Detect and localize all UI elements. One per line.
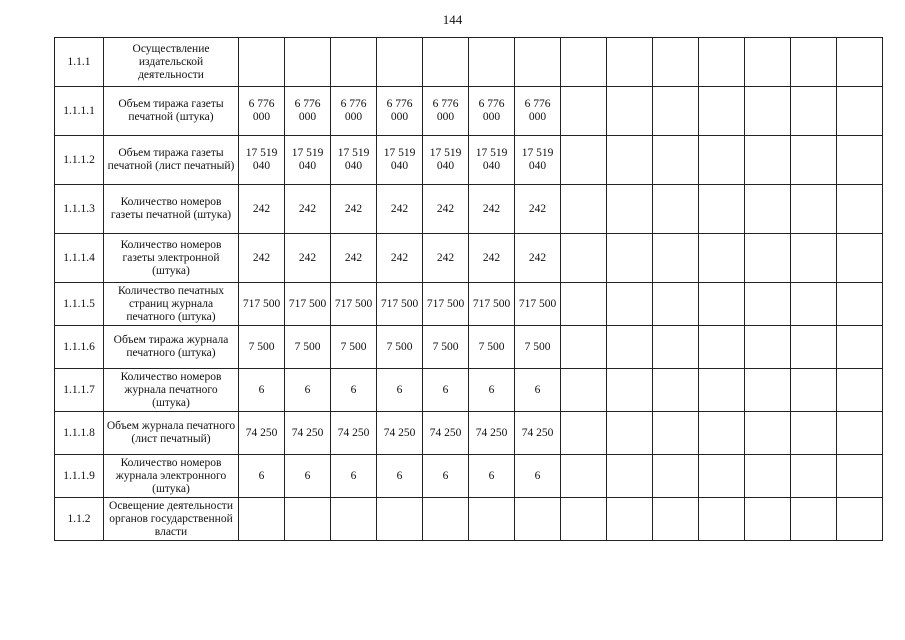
table-row: [55, 369, 883, 412]
row-code-cell: 1.1.1.7: [55, 369, 104, 412]
empty-cell: [745, 498, 791, 541]
row-value-cell: 717 500: [377, 283, 423, 326]
row-value-cell: [423, 38, 469, 87]
row-value-cell: 6 776 000: [377, 87, 423, 136]
row-value-cell: 7 500: [469, 326, 515, 369]
empty-cell: [791, 87, 837, 136]
row-value-cell: 717 500: [515, 283, 561, 326]
empty-cell: [699, 185, 745, 234]
row-value-cell: 242: [469, 185, 515, 234]
empty-cell: [607, 369, 653, 412]
row-code-cell: 1.1.1.1: [55, 87, 104, 136]
table-row: [55, 283, 883, 326]
row-value-cell: 6: [331, 369, 377, 412]
empty-cell: [653, 87, 699, 136]
row-code-cell: 1.1.1: [55, 38, 104, 87]
row-indicator-name-cell: Объем тиража газеты печатной (лист печатный): [104, 136, 239, 185]
empty-cell: [561, 38, 607, 87]
row-value-cell: 17 519 040: [331, 136, 377, 185]
empty-cell: [561, 369, 607, 412]
row-code-cell: 1.1.1.5: [55, 283, 104, 326]
empty-cell: [561, 455, 607, 498]
row-code-cell: 1.1.1.2: [55, 136, 104, 185]
row-value-cell: 17 519 040: [239, 136, 285, 185]
row-value-cell: 6: [239, 455, 285, 498]
empty-cell: [837, 455, 883, 498]
empty-cell: [653, 326, 699, 369]
row-value-cell: 717 500: [423, 283, 469, 326]
data-table: [54, 37, 883, 541]
empty-cell: [745, 283, 791, 326]
row-value-cell: 17 519 040: [423, 136, 469, 185]
empty-cell: [791, 38, 837, 87]
empty-cell: [837, 87, 883, 136]
empty-cell: [837, 185, 883, 234]
empty-cell: [745, 369, 791, 412]
empty-cell: [791, 498, 837, 541]
row-indicator-name-cell: Количество номеров газеты печатной (штука): [104, 185, 239, 234]
row-value-cell: [469, 498, 515, 541]
empty-cell: [837, 412, 883, 455]
empty-cell: [699, 87, 745, 136]
empty-cell: [837, 283, 883, 326]
empty-cell: [607, 87, 653, 136]
row-value-cell: 6 776 000: [285, 87, 331, 136]
row-value-cell: 242: [377, 185, 423, 234]
row-value-cell: [377, 498, 423, 541]
empty-cell: [561, 326, 607, 369]
table-body: [55, 38, 883, 541]
empty-cell: [699, 326, 745, 369]
row-indicator-name-cell: Количество печатных страниц журнала печатного (штука): [104, 283, 239, 326]
empty-cell: [745, 234, 791, 283]
row-value-cell: 6: [285, 369, 331, 412]
row-indicator-name-cell: Объем тиража журнала печатного (штука): [104, 326, 239, 369]
empty-cell: [607, 498, 653, 541]
row-indicator-name-cell: Объем журнала печатного (лист печатный): [104, 412, 239, 455]
row-value-cell: [285, 498, 331, 541]
row-value-cell: 242: [239, 185, 285, 234]
empty-cell: [653, 369, 699, 412]
empty-cell: [791, 455, 837, 498]
empty-cell: [745, 412, 791, 455]
row-value-cell: [331, 498, 377, 541]
row-value-cell: 717 500: [469, 283, 515, 326]
empty-cell: [791, 234, 837, 283]
row-value-cell: [515, 38, 561, 87]
row-value-cell: 242: [469, 234, 515, 283]
empty-cell: [607, 283, 653, 326]
row-value-cell: 74 250: [239, 412, 285, 455]
row-value-cell: 7 500: [285, 326, 331, 369]
empty-cell: [837, 136, 883, 185]
row-code-cell: 1.1.1.9: [55, 455, 104, 498]
table-row: [55, 185, 883, 234]
row-value-cell: 6: [423, 369, 469, 412]
row-value-cell: 74 250: [469, 412, 515, 455]
empty-cell: [699, 498, 745, 541]
row-value-cell: 17 519 040: [377, 136, 423, 185]
row-value-cell: 6: [515, 369, 561, 412]
row-value-cell: 6: [469, 369, 515, 412]
empty-cell: [607, 326, 653, 369]
empty-cell: [653, 234, 699, 283]
row-value-cell: 242: [285, 185, 331, 234]
empty-cell: [607, 38, 653, 87]
row-value-cell: 242: [331, 185, 377, 234]
row-code-cell: 1.1.1.3: [55, 185, 104, 234]
empty-cell: [791, 185, 837, 234]
row-code-cell: 1.1.1.6: [55, 326, 104, 369]
empty-cell: [837, 498, 883, 541]
row-code-cell: 1.1.1.8: [55, 412, 104, 455]
row-value-cell: [331, 38, 377, 87]
empty-cell: [561, 87, 607, 136]
row-value-cell: 6 776 000: [239, 87, 285, 136]
empty-cell: [653, 455, 699, 498]
row-value-cell: 6: [469, 455, 515, 498]
row-value-cell: 6: [423, 455, 469, 498]
empty-cell: [699, 283, 745, 326]
empty-cell: [745, 136, 791, 185]
empty-cell: [653, 185, 699, 234]
row-value-cell: 6 776 000: [423, 87, 469, 136]
row-value-cell: [285, 38, 331, 87]
empty-cell: [791, 369, 837, 412]
empty-cell: [607, 136, 653, 185]
table-row: [55, 412, 883, 455]
empty-cell: [699, 38, 745, 87]
empty-cell: [791, 136, 837, 185]
row-value-cell: 7 500: [423, 326, 469, 369]
table-row: [55, 136, 883, 185]
empty-cell: [745, 38, 791, 87]
empty-cell: [607, 185, 653, 234]
empty-cell: [745, 185, 791, 234]
table-row: [55, 326, 883, 369]
empty-cell: [607, 412, 653, 455]
row-value-cell: 74 250: [423, 412, 469, 455]
empty-cell: [699, 412, 745, 455]
empty-cell: [561, 185, 607, 234]
row-value-cell: 7 500: [377, 326, 423, 369]
empty-cell: [561, 412, 607, 455]
row-value-cell: 7 500: [331, 326, 377, 369]
row-value-cell: 6: [377, 369, 423, 412]
empty-cell: [653, 283, 699, 326]
row-value-cell: [469, 38, 515, 87]
row-indicator-name-cell: Количество номеров журнала электронного (штука): [104, 455, 239, 498]
row-value-cell: 242: [285, 234, 331, 283]
empty-cell: [561, 234, 607, 283]
row-value-cell: 6: [515, 455, 561, 498]
table-row: [55, 38, 883, 87]
empty-cell: [653, 412, 699, 455]
empty-cell: [561, 283, 607, 326]
row-value-cell: [239, 38, 285, 87]
row-value-cell: 17 519 040: [515, 136, 561, 185]
row-indicator-name-cell: Освещение деятельности органов государственной власти: [104, 498, 239, 541]
row-value-cell: 242: [515, 234, 561, 283]
empty-cell: [653, 136, 699, 185]
row-indicator-name-cell: Объем тиража газеты печатной (штука): [104, 87, 239, 136]
row-indicator-name-cell: Количество номеров газеты электронной (штука): [104, 234, 239, 283]
row-value-cell: 74 250: [331, 412, 377, 455]
row-value-cell: 717 500: [285, 283, 331, 326]
row-value-cell: 242: [377, 234, 423, 283]
row-value-cell: 7 500: [239, 326, 285, 369]
empty-cell: [791, 412, 837, 455]
empty-cell: [561, 136, 607, 185]
row-code-cell: 1.1.1.4: [55, 234, 104, 283]
row-value-cell: 74 250: [285, 412, 331, 455]
empty-cell: [607, 455, 653, 498]
empty-cell: [791, 283, 837, 326]
row-value-cell: 242: [423, 234, 469, 283]
empty-cell: [745, 326, 791, 369]
row-value-cell: 6: [285, 455, 331, 498]
row-value-cell: 6 776 000: [515, 87, 561, 136]
empty-cell: [837, 234, 883, 283]
empty-cell: [745, 455, 791, 498]
empty-cell: [837, 38, 883, 87]
table-row: [55, 498, 883, 541]
row-value-cell: 242: [239, 234, 285, 283]
row-value-cell: 242: [331, 234, 377, 283]
row-value-cell: 17 519 040: [285, 136, 331, 185]
row-value-cell: 6 776 000: [331, 87, 377, 136]
empty-cell: [837, 369, 883, 412]
row-value-cell: 6: [239, 369, 285, 412]
empty-cell: [653, 38, 699, 87]
row-value-cell: 6 776 000: [469, 87, 515, 136]
row-value-cell: 17 519 040: [469, 136, 515, 185]
row-code-cell: 1.1.2: [55, 498, 104, 541]
row-value-cell: 74 250: [515, 412, 561, 455]
row-value-cell: 74 250: [377, 412, 423, 455]
table-row: [55, 234, 883, 283]
row-value-cell: 717 500: [239, 283, 285, 326]
row-value-cell: 717 500: [331, 283, 377, 326]
row-value-cell: [515, 498, 561, 541]
empty-cell: [607, 234, 653, 283]
row-value-cell: [377, 38, 423, 87]
page-number: 144: [442, 12, 463, 27]
empty-cell: [699, 234, 745, 283]
row-value-cell: 6: [377, 455, 423, 498]
empty-cell: [699, 136, 745, 185]
row-indicator-name-cell: Количество номеров журнала печатного (штука): [104, 369, 239, 412]
empty-cell: [837, 326, 883, 369]
empty-cell: [745, 87, 791, 136]
table-row: [55, 455, 883, 498]
row-value-cell: 242: [515, 185, 561, 234]
empty-cell: [653, 498, 699, 541]
row-value-cell: [239, 498, 285, 541]
row-indicator-name-cell: Осуществление издательской деятельности: [104, 38, 239, 87]
empty-cell: [791, 326, 837, 369]
empty-cell: [561, 498, 607, 541]
table-row: [55, 87, 883, 136]
empty-cell: [699, 369, 745, 412]
row-value-cell: 242: [423, 185, 469, 234]
row-value-cell: 7 500: [515, 326, 561, 369]
empty-cell: [699, 455, 745, 498]
row-value-cell: [423, 498, 469, 541]
row-value-cell: 6: [331, 455, 377, 498]
